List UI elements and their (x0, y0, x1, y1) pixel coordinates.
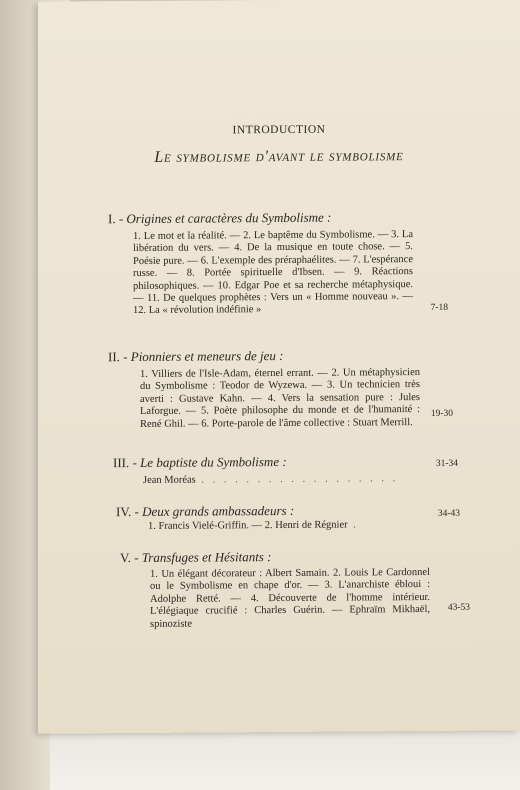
page-subtitle: Le symbolisme d'avant le symbolisme (154, 147, 404, 166)
section-entries: 1. Le mot et la réalité. — 2. Le baptême du Symbolisme. — 3. La libération du vers. — 4. De la musique en toute chose. — 5. Poésie pure. — 6. L'exemple des préraphaélites. — 7. L'espérance russe. — 8. Portée spirituelle d'Ibsen. — 9. Réactions philosophiques. — 10. Edgar Poe et sa recherche métaphysique. — 11. De quelques prophètes : Vers un « Homme nouveau ». — 12. La « révolution indéfinie » (133, 229, 413, 317)
page-range: 19-30 (430, 408, 453, 419)
section-heading: I. - Origines et caractères du Symbolisme : (108, 209, 332, 227)
book-page (38, 0, 520, 734)
leader-dots: . (347, 519, 359, 531)
section-entries: Jean Moréas . . . . . . . . . . . . . . . . . . (143, 473, 399, 486)
section-heading: III. - Le baptiste du Symbolisme : (113, 453, 287, 471)
page-range: 31-34 (435, 458, 458, 469)
section-heading: V. - Transfuges et Hésitants : (120, 549, 272, 566)
section-entries: 1. Francis Vielé-Griffin. — 2. Henri de Régnier . (148, 519, 359, 532)
leader-dots: . . . . . . . . . . . . . . . . . . (195, 473, 399, 486)
page-range: 43-53 (447, 602, 470, 613)
section-entries: 1. Un élégant décorateur : Albert Samain. 2. Louis Le Cardonnel ou le Symbolisme en chape d'or. — 3. L'anarchiste ébloui : Adolphe Retté. — 4. Découverte de l'homme intérieur. L'élégiaque crucifié : Charles Guérin. — Ephraïm Mikhaël, spinoziste (150, 566, 430, 630)
section-entries: 1. Villiers de l'Isle-Adam, éternel errant. — 2. Un métaphysicien du Symbolisme : Teodor de Wyzewa. — 3. Un technicien très averti : Gustave Kahn. — 4. Vers la sensation pure : Jules Laforgue. — 5. Poète philosophe du monde et de l'humanité : René Ghil. — 6. Porte-parole de l'âme collective : Stuart Merrill. (140, 367, 420, 430)
page-edge (50, 725, 520, 790)
page-title: INTRODUCTION (232, 123, 326, 137)
page-range: 34-43 (437, 508, 460, 519)
section-heading: II. - Pionniers et meneurs de jeu : (108, 347, 284, 365)
section-heading: IV. - Deux grands ambassadeurs : (116, 502, 295, 520)
page-range: 7-18 (430, 302, 448, 313)
